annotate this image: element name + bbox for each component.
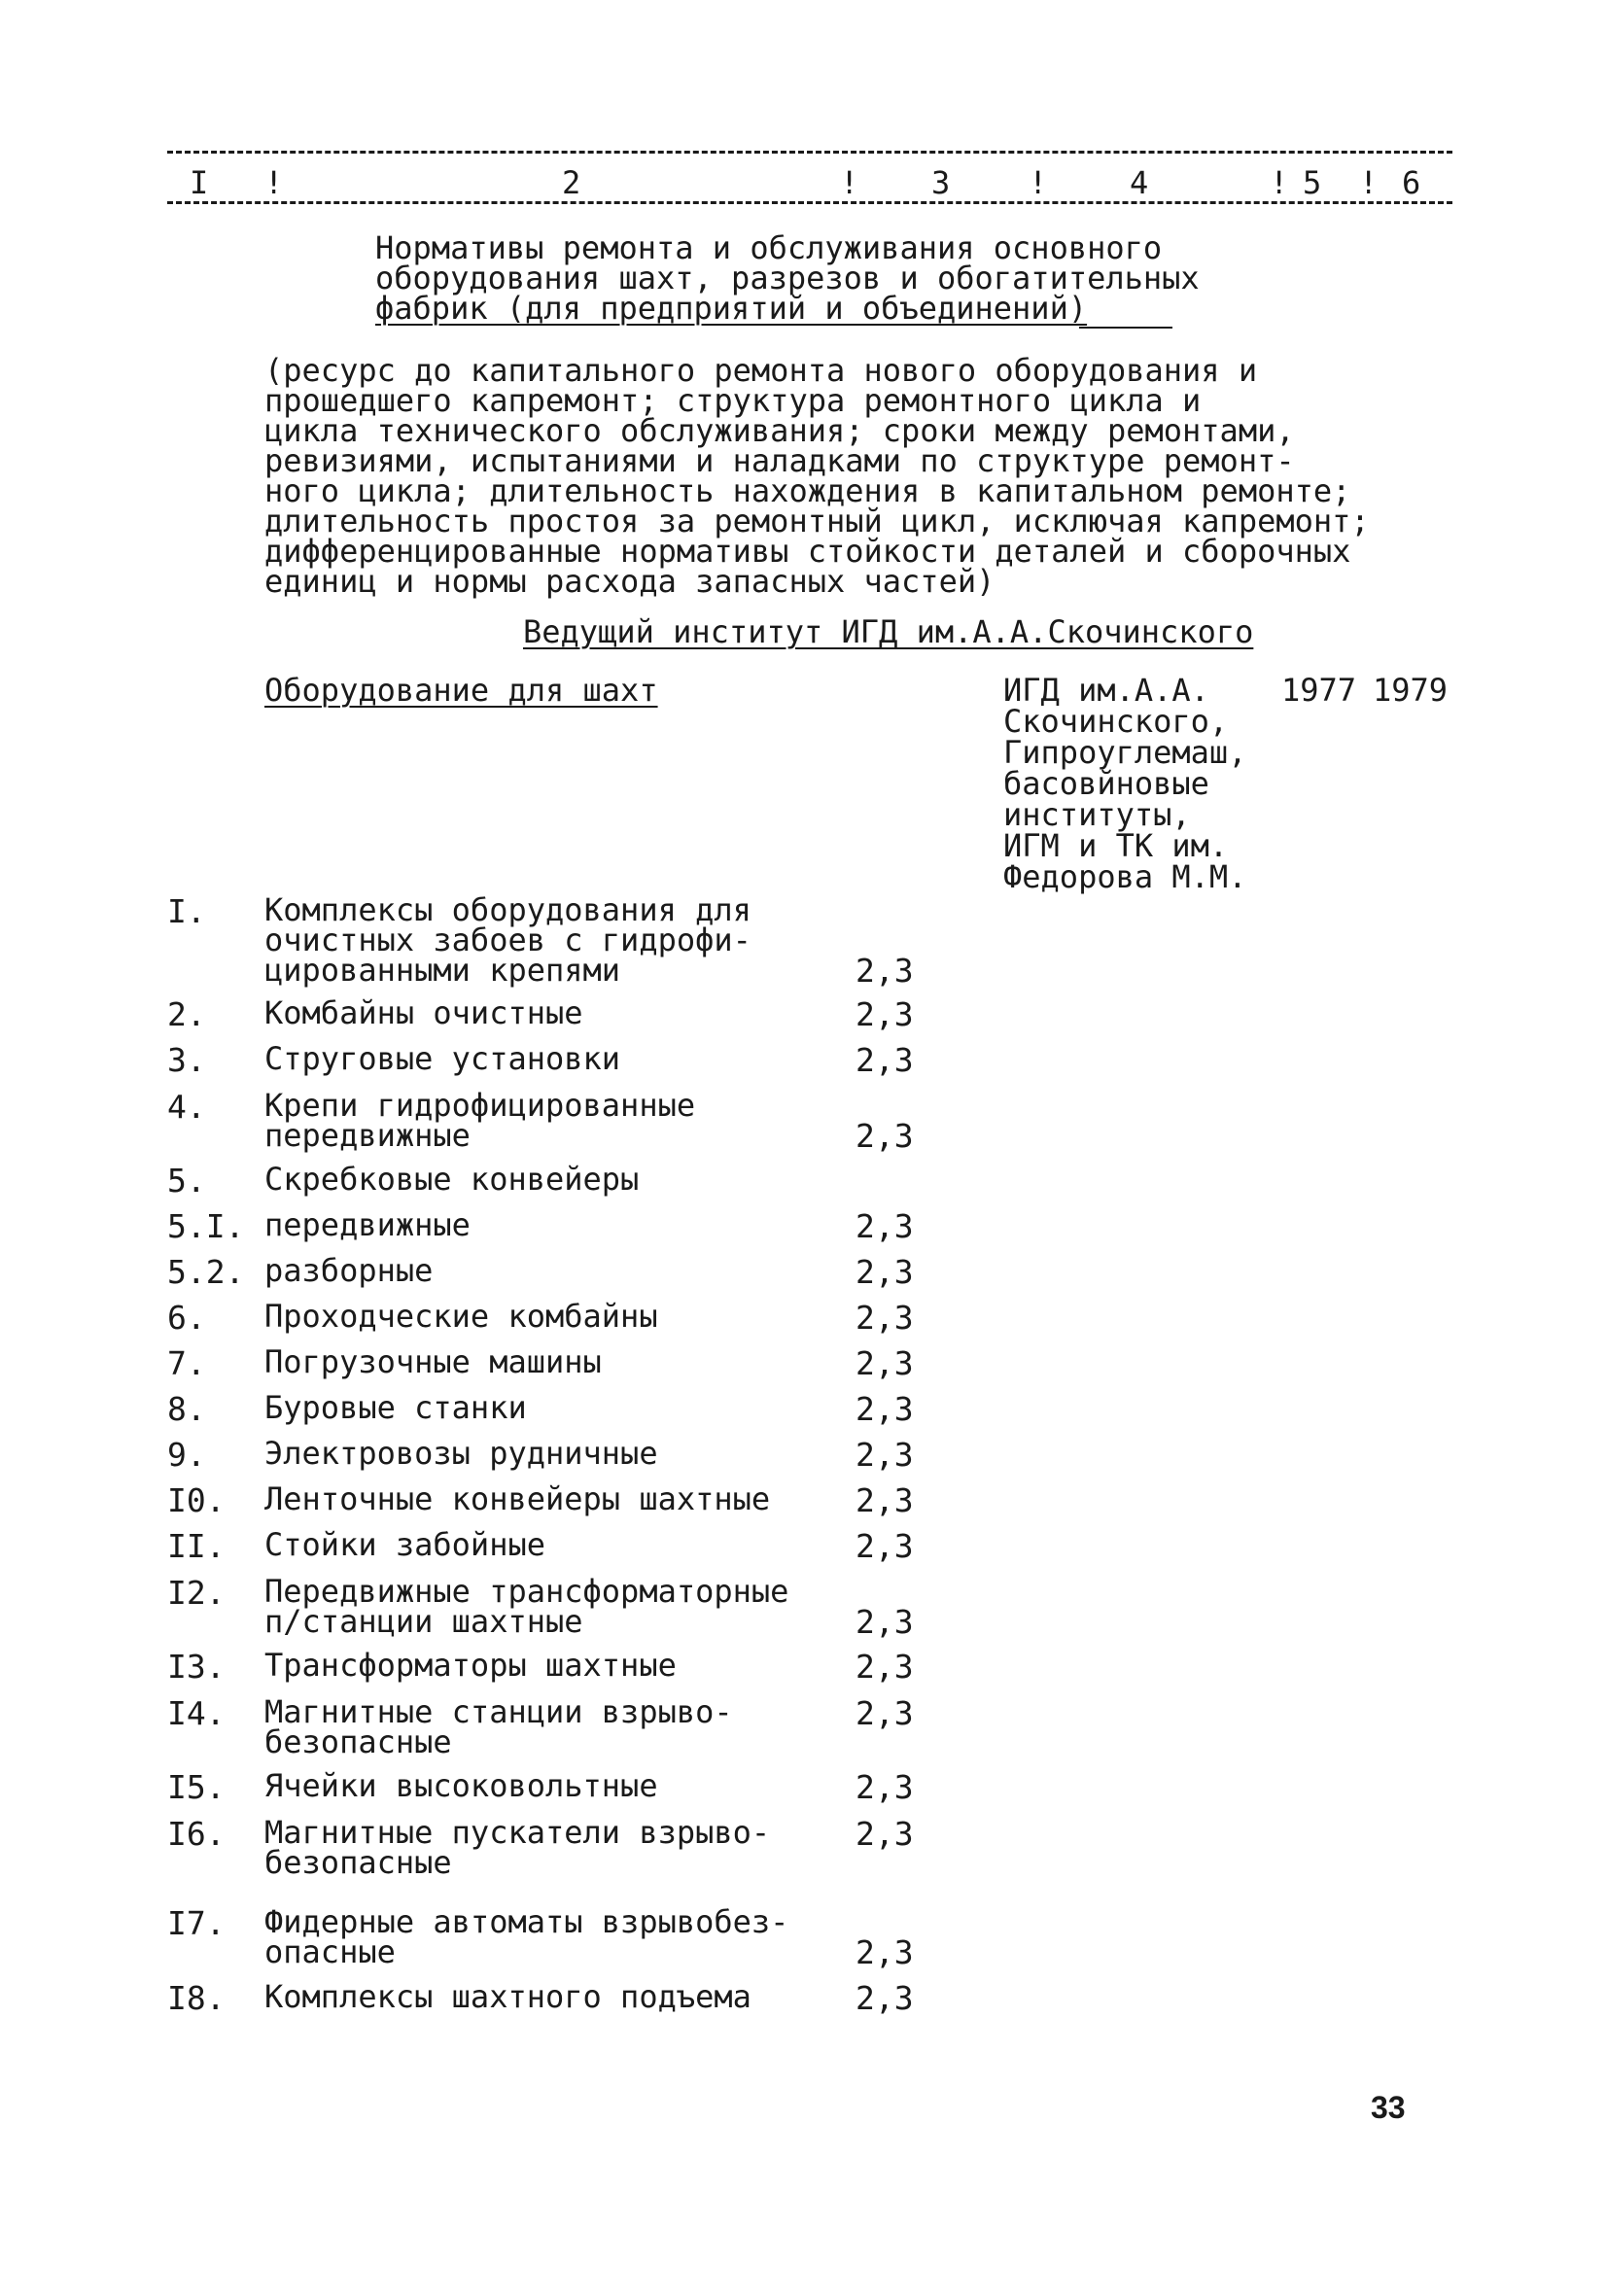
executor-line-4: басовйновые <box>1003 765 1209 802</box>
item-text: Комплексы оборудования для очистных забоев с гидрофи- цированными крепями <box>264 891 751 989</box>
description-line-4: ревизиями, испытаниями и наладками по структуре ремонт- <box>264 442 1295 479</box>
item-text: Комплексы шахтного подъема <box>264 1978 751 2015</box>
item-value: 2,3 <box>856 1207 914 1245</box>
header-col-6: 6 <box>1402 164 1421 201</box>
item-value: 2,3 <box>856 1390 914 1428</box>
item-text: передвижные <box>264 1206 471 1243</box>
item-value: 2,3 <box>856 1253 914 1291</box>
item-text: Ячейки высоковольтные <box>264 1767 658 1804</box>
item-text: Комбайны очистные <box>264 994 583 1031</box>
item-value: 2,3 <box>856 952 914 990</box>
item-value: 2,3 <box>856 1694 914 1732</box>
item-number: 4. <box>167 1088 206 1126</box>
header-top-rule <box>167 151 1452 154</box>
item-number: 5.2. <box>167 1253 245 1291</box>
item-text: Трансформаторы шахтные <box>264 1647 677 1684</box>
item-text: Струговые установки <box>264 1040 621 1077</box>
item-value: 2,3 <box>856 1603 914 1641</box>
item-value: 2,3 <box>856 1299 914 1337</box>
header-col-3: 3 <box>931 164 951 201</box>
executor-line-2: Скочинского, <box>1003 703 1229 740</box>
item-text: Буровые станки <box>264 1389 527 1426</box>
description-line-1: (ресурс до капитального ремонта нового оборудования и <box>264 352 1258 389</box>
item-number: 3. <box>167 1041 206 1079</box>
year-start: 1977 <box>1281 672 1357 709</box>
description-line-3: цикла технического обслуживания; сроки между ремонтами, <box>264 412 1295 449</box>
year-end: 1979 <box>1373 672 1449 709</box>
item-value: 2,3 <box>856 1041 914 1079</box>
item-text: Передвижные трансформаторные п/станции шахтные <box>264 1573 789 1640</box>
item-number: I2. <box>167 1574 226 1612</box>
item-text: Скребковые конвейеры <box>264 1161 640 1198</box>
item-text: Крепи гидрофицированные передвижные <box>264 1087 696 1154</box>
section-title-underline-tail <box>1079 327 1172 329</box>
section-title-line-1: Нормативы ремонта и обслуживания основного <box>375 229 1163 266</box>
executor-line-6: ИГМ и ТК им. <box>1003 827 1229 864</box>
header-col-5: 5 <box>1303 164 1322 201</box>
executor-line-7: Федорова М.М. <box>1003 858 1247 895</box>
item-number: 8. <box>167 1390 206 1428</box>
section-title-line-3: фабрик (для предприятий и объединений) <box>375 290 1088 327</box>
header-sep-4: ! <box>1270 164 1289 201</box>
item-number: 5.I. <box>167 1207 245 1245</box>
item-number: 6. <box>167 1299 206 1337</box>
header-col-1: I <box>190 164 209 201</box>
item-value: 2,3 <box>856 1436 914 1474</box>
header-sep-2: ! <box>840 164 859 201</box>
item-value: 2,3 <box>856 1768 914 1806</box>
executor-line-3: Гипроуглемаш, <box>1003 734 1247 771</box>
item-number: 7. <box>167 1344 206 1382</box>
description-line-8: единиц и нормы расхода запасных частей) <box>264 563 996 600</box>
description-line-2: прошедшего капремонт; структура ремонтного цикла и <box>264 382 1202 419</box>
item-value: 2,3 <box>856 995 914 1033</box>
header-col-4: 4 <box>1130 164 1149 201</box>
item-text: Ленточные конвейеры шахтные <box>264 1480 771 1517</box>
item-text: Стойки забойные <box>264 1526 545 1563</box>
header-col-2: 2 <box>562 164 581 201</box>
item-text: Проходческие комбайны <box>264 1298 658 1335</box>
item-text: Электровозы рудничные <box>264 1435 658 1472</box>
item-number: I8. <box>167 1979 226 2017</box>
header-sep-5: ! <box>1359 164 1379 201</box>
description-line-7: дифференцированные нормативы стойкости деталей и сборочных <box>264 533 1351 570</box>
item-number: 2. <box>167 995 206 1033</box>
item-text: Магнитные пускатели взрыво- безопасные <box>264 1814 771 1881</box>
header-bottom-rule <box>167 201 1452 204</box>
executor-line-1: ИГД им.А.А. <box>1003 672 1209 709</box>
page-number: 33 <box>1371 2090 1406 2125</box>
item-number: I4. <box>167 1694 226 1732</box>
item-text: Магнитные станции взрыво- безопасные <box>264 1693 733 1760</box>
item-text: разборные <box>264 1252 434 1289</box>
lead-institute: Ведущий институт ИГД им.А.А.Скочинского <box>523 613 1254 650</box>
item-value: 2,3 <box>856 1117 914 1155</box>
item-value: 2,3 <box>856 1933 914 1971</box>
item-value: 2,3 <box>856 1527 914 1565</box>
header-sep-3: ! <box>1029 164 1048 201</box>
item-text: Фидерные автоматы взрывобез- опасные <box>264 1903 789 1970</box>
item-number: II. <box>167 1527 226 1565</box>
item-text: Погрузочные машины <box>264 1343 602 1380</box>
item-value: 2,3 <box>856 1979 914 2017</box>
item-number: 9. <box>167 1436 206 1474</box>
header-sep-1: ! <box>264 164 284 201</box>
executor-line-5: институты, <box>1003 796 1191 833</box>
item-number: I3. <box>167 1648 226 1686</box>
item-value: 2,3 <box>856 1481 914 1519</box>
item-number: I0. <box>167 1481 226 1519</box>
item-number: I7. <box>167 1904 226 1942</box>
item-value: 2,3 <box>856 1648 914 1686</box>
item-value: 2,3 <box>856 1344 914 1382</box>
item-number: I5. <box>167 1768 226 1806</box>
item-number: I. <box>167 892 206 930</box>
item-number: I6. <box>167 1815 226 1853</box>
section-title-line-2: оборудования шахт, разрезов и обогатительных <box>375 260 1200 296</box>
item-number: 5. <box>167 1162 206 1200</box>
description-line-6: длительность простоя за ремонтный цикл, исключая капремонт; <box>264 503 1370 539</box>
item-value: 2,3 <box>856 1815 914 1853</box>
description-line-5: ного цикла; длительность нахождения в капитальном ремонте; <box>264 472 1351 509</box>
subsection-heading: Оборудование для шахт <box>264 672 658 709</box>
